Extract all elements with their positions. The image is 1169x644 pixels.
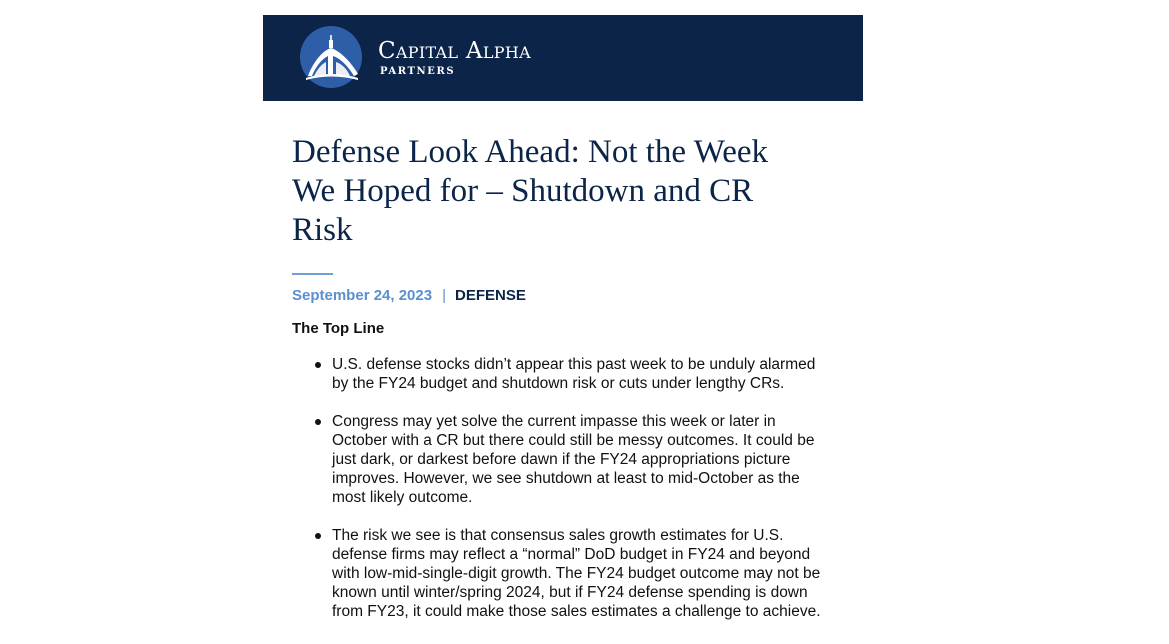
- bullet-list: [292, 355, 837, 621]
- bullet-icon: [315, 419, 321, 425]
- article-date: September 24, 2023: [292, 287, 433, 304]
- list-item-text: U.S. defense stocks didn’t appear this past week to be unduly alarmed by the FY24 budget and shutdown risk or cuts under lengthy CRs.: [332, 356, 816, 392]
- list-item-text: Congress may yet solve the current impasse this week or later in October with a CR but there could still be messy outcomes. It could be just dark, or darkest before dawn if the FY24 appropriations picture improves. However, we see shutdown at least to mid-October as the most likely outcome.: [332, 413, 815, 506]
- list-item: [292, 355, 832, 393]
- list-item-text: The risk we see is that consensus sales growth estimates for U.S. defense firms may reflect a “normal” DoD budget in FY24 and beyond with low-mid-single-digit growth. The FY24 budget outcome may not be known until winter/spring 2024, but if FY24 defense spending is down from FY23, it could make those sales estimates a challenge to achieve.: [332, 527, 821, 620]
- bullet-icon: [315, 533, 321, 539]
- capitol-dome-icon: [300, 26, 362, 88]
- accent-divider: [292, 273, 333, 275]
- section-heading: The Top Line: [292, 320, 385, 337]
- article-content: [292, 133, 837, 640]
- meta-separator: |: [442, 287, 446, 304]
- list-item: [292, 412, 832, 507]
- article-meta: [292, 287, 837, 305]
- article-category[interactable]: DEFENSE: [455, 287, 526, 304]
- brand-subtitle: PARTNERS: [380, 66, 456, 77]
- bullet-icon: [315, 362, 321, 368]
- brand-name: Capital Alpha: [378, 38, 531, 64]
- list-item: [292, 526, 832, 621]
- brand-header: [263, 15, 863, 101]
- article-title: Defense Look Ahead: Not the Week We Hoped for – Shutdown and CR Risk: [292, 134, 769, 248]
